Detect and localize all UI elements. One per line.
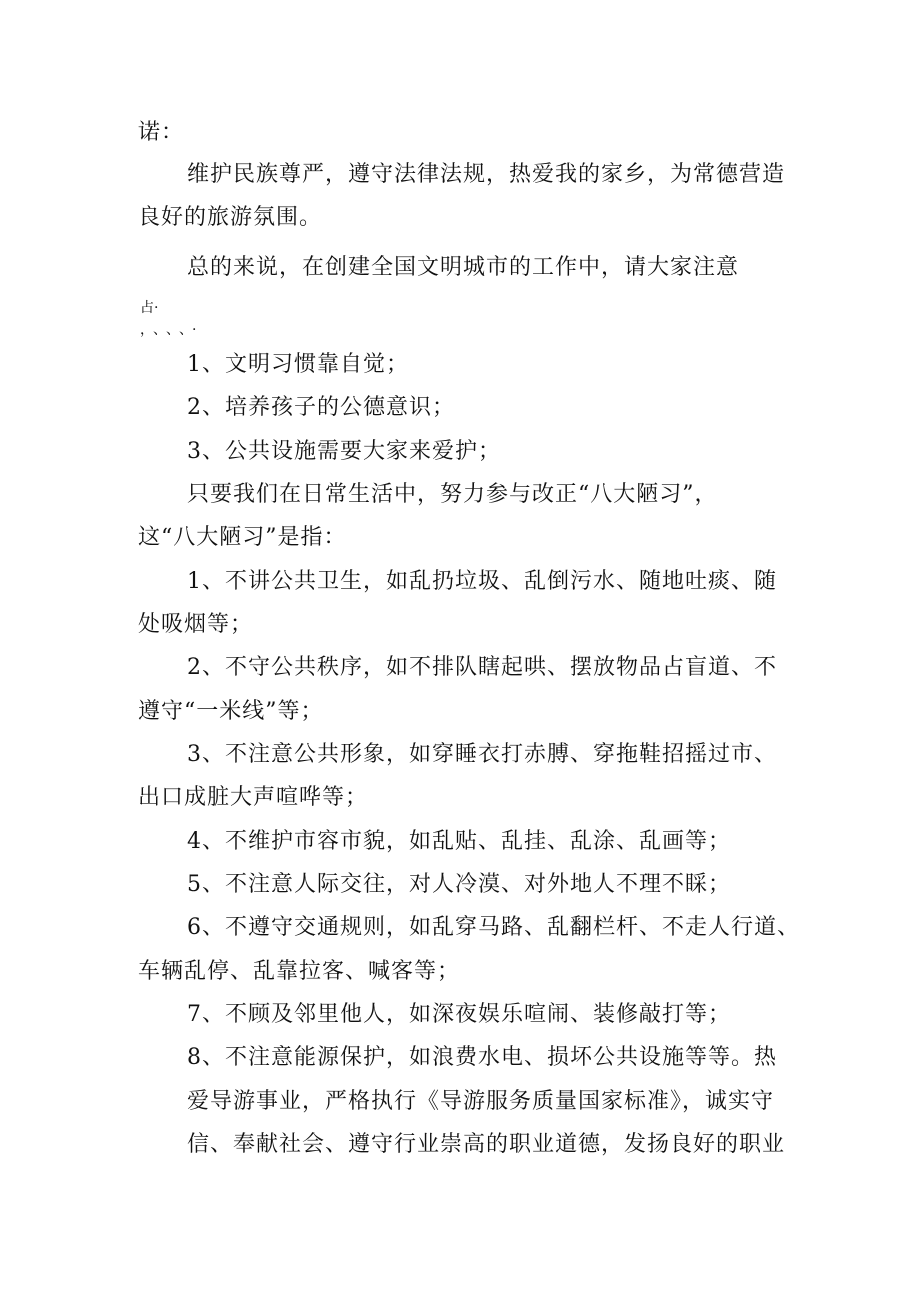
text-line: 爱导游事业，严格执行《导游服务质量国家标准》，诚实守 <box>187 1089 775 1114</box>
small-text-line: ，、、、· <box>140 322 203 338</box>
paragraph-line: 只要我们在日常生活中，努力参与改正“八大陋习”， <box>187 482 718 507</box>
list-item: 2、不守公共秩序，如不排队瞎起哄、摆放物品占盲道、不 <box>187 655 777 680</box>
list-item: 8、不注意能源保护，如浪费水电、损坏公共设施等等。热 <box>187 1045 777 1070</box>
list-item: 1、不讲公共卫生，如乱扔垃圾、乱倒污水、随地吐痰、随 <box>187 569 777 594</box>
small-text-line: 占· <box>140 300 159 316</box>
paragraph-line: 维护民族尊严，遵守法律法规，热爱我的家乡，为常德营造 <box>187 162 786 187</box>
list-item: 3、不注意公共形象，如穿睡衣打赤膊、穿拖鞋招摇过市、 <box>187 742 777 767</box>
list-item: 5、不注意人际交往，对人冷漠、对外地人不理不睬； <box>187 872 731 897</box>
text-line: 诺： <box>138 120 185 145</box>
list-item: 1、文明习惯靠自觉； <box>187 352 409 377</box>
list-item: 7、不顾及邻里他人，如深夜娱乐喧闹、装修敲打等； <box>187 1002 731 1027</box>
text-line: 出口成脏大声喧哗等； <box>138 785 369 810</box>
text-line: 良好的旅游氛围。 <box>138 205 323 230</box>
list-item: 4、不维护市容市貌，如乱贴、乱挂、乱涂、乱画等； <box>187 829 731 854</box>
list-item: 2、培养孩子的公德意识； <box>187 395 455 420</box>
text-line: 信、奉献社会、遵守行业崇高的职业道德，发扬良好的职业 <box>187 1132 786 1157</box>
list-item: 6、不遵守交通规则，如乱穿马路、乱翻栏杆、不走人行道、 <box>187 915 800 940</box>
text-line: 这“八大陋习”是指： <box>138 525 347 550</box>
paragraph-line: 总的来说，在创建全国文明城市的工作中，请大家注意 <box>187 255 740 280</box>
list-item: 3、公共设施需要大家来爱护； <box>187 439 501 464</box>
text-line: 处吸烟等； <box>138 612 254 637</box>
text-line: 遵守“一米线”等； <box>138 699 324 724</box>
text-line: 车辆乱停、乱靠拉客、喊客等； <box>138 959 461 984</box>
